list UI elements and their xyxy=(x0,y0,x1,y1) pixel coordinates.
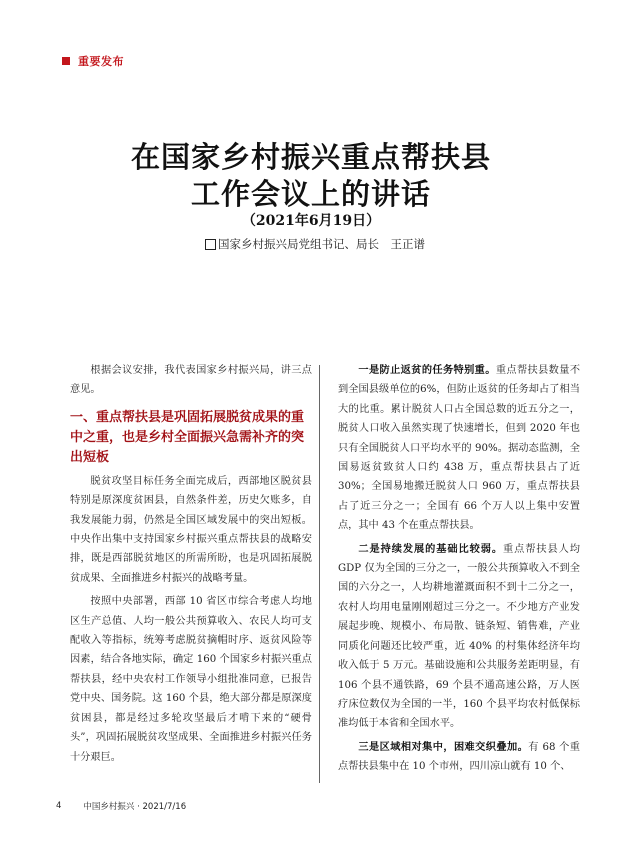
point-paragraph-1 xyxy=(338,361,580,536)
journal-name: 中国乡村振兴 · 2021/7/16 xyxy=(83,802,187,812)
point-text-2: 重点帮扶县人均 GDP 仅为全国的三分之一，一般公共预算收入不到全国的六分之一，人均耕地灌溉面积不到十二分之一，农村人均用电量刚刚超过三分之一。不少地方产业发展起步晚、规模小、布局散、链条短、销售难，产业同质化问题还比较严重，近 40% 的村集体经济年均收入低于 5 万元。基础设施和公共服务差距明显，有 106 个县不通铁路，69 个县不通高速公路，万人医疗床位数仅为全国的一半，160 个县平均农村低保标准均低于本省和全国水平。 xyxy=(338,543,580,730)
point-paragraph-3 xyxy=(338,738,580,777)
intro-paragraph: 根据会议安排，我代表国家乡村振兴局，讲三点意见。 xyxy=(70,365,312,396)
section-tag xyxy=(62,53,124,69)
section-tag-label: 重要发布 xyxy=(78,55,124,68)
page-number: 4 xyxy=(56,801,62,811)
article-title-line1: 在国家乡村振兴重点帮扶县 xyxy=(130,140,491,174)
body-paragraph-1: 脱贫攻坚目标任务全面完成后，西部地区脱贫县特别是原深度贫困县，自然条件差，历史欠账多，自我发展能力弱，仍然是全国区域发展中的突出短板。中央作出集中支持国家乡村振兴重点帮扶县的战略安排，既是西部脱贫地区的所需所盼，也是巩固拓展脱贫成果、全面推进乡村振兴的战略考量。 xyxy=(70,475,312,584)
right-column xyxy=(338,361,580,777)
section-tag-marker xyxy=(62,57,70,65)
author-text: 国家乡村振兴局党组书记、局长 王正谱 xyxy=(218,237,425,251)
point-lead-3: 三是区域相对集中，困难交织叠加。 xyxy=(358,741,529,753)
article-date: （2021年6月19日） xyxy=(241,213,381,229)
square-icon xyxy=(205,239,216,250)
section-heading-1: 一、重点帮扶县是巩固拓展脱贫成果的重中之重，也是乡村全面振兴急需补齐的突出短板 xyxy=(70,409,305,465)
body-paragraph-2: 按照中央部署，西部 10 省区市综合考虑人均地区生产总值、人均一般公共预算收入、农民人均可支配收入等指标，统筹考虑脱贫摘帽时序、返贫风险等因素，结合各地实际，确定 160 个国家乡村振兴重点帮扶县，经中央农村工作领导小组批准同意，已报告党中央、国务院。这 160 个县，绝大部分都是原深度贫困县，都是经过多轮攻坚最后才啃下来的“硬骨头”，巩固拓展脱贫攻坚成果、全面推进乡村振兴任务十分艰巨。 xyxy=(70,596,312,763)
page-footer xyxy=(56,800,186,812)
point-lead-2: 二是持续发展的基础比较弱。 xyxy=(358,543,504,555)
point-text-3: 有 68 个重点帮扶县集中在 10 个市州，四川凉山就有 10 个、 xyxy=(338,741,580,773)
left-column xyxy=(70,361,312,767)
point-lead-1: 一是防止返贫的任务特别重。 xyxy=(358,365,496,376)
column-divider xyxy=(319,365,320,783)
author-line xyxy=(205,236,425,252)
point-text-1: 重点帮扶县数量不到全国县级单位的6%，但防止返贫的任务却占了相当大的比重。累计脱贫人口占全国总数的近五分之一，脱贫人口收入虽然实现了快速增长，但到 2020 年也只有全国脱贫人口平均水平的 90%。据动态监测，全国易返贫致贫人口约 438 万，重点帮扶县占了近 30%；全国易地搬迁脱贫人口 960 万，重点帮扶县占了近三分之一；全国有 66 个万人以上集中安置点，其中 43 个在重点帮扶县。 xyxy=(338,365,581,532)
article-title-line2: 工作会议上的讲话 xyxy=(190,177,431,211)
point-paragraph-2 xyxy=(338,540,580,734)
